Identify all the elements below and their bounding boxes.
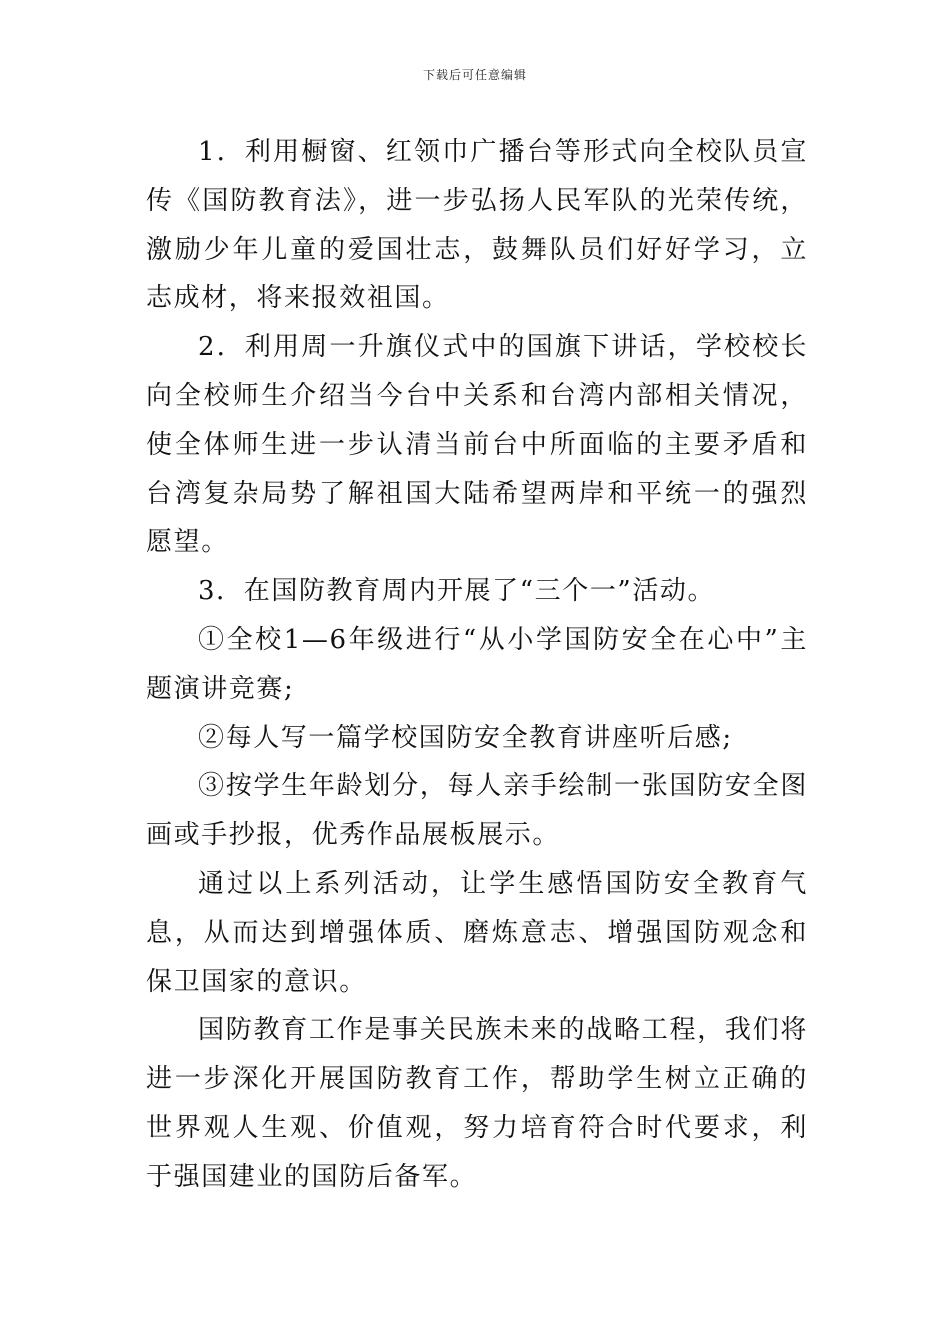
paragraph-summary: 通过以上系列活动，让学生感悟国防安全教育气息，从而达到增强体质、磨炼意志、增强国防观念和保卫国家的意识。 [146, 868, 808, 997]
paragraph-conclusion: 国防教育工作是事关民族未来的战略工程，我们将进一步深化开展国防教育工作，帮助学生树立正确的世界观人生观、价值观，努力培育符合时代要求，利于强国建业的国防后备军。 [146, 1015, 808, 1192]
paragraph-item-1: 1．利用橱窗、红领巾广播台等形式向全校队员宣传《国防教育法》，进一步弘扬人民军队的光荣传统，激励少年儿童的爱国壮志，鼓舞队员们好好学习，立志成材，将来报效祖国。 [146, 137, 808, 314]
paragraph-item-2: 2．利用周一升旗仪式中的国旗下讲话，学校校长向全校师生介绍当今台中关系和台湾内部相关情况，使全体师生进一步认清当前台中所面临的主要矛盾和台湾复杂局势了解祖国大陆希望两岸和平统一的强烈愿望。 [146, 332, 808, 558]
paragraph-item-3: 3．在国防教育周内开展了“三个一”活动。 [198, 576, 716, 607]
page-header-note: 下载后可任意编辑 [422, 68, 527, 82]
document-body [146, 128, 808, 1202]
paragraph-activity-1: ①全校1—6年级进行“从小学国防安全在心中”主题演讲竞赛; [146, 624, 808, 704]
paragraph-activity-3: ③按学生年龄划分，每人亲手绘制一张国防安全图画或手抄报，优秀作品展板展示。 [146, 771, 808, 851]
paragraph-activity-2: ②每人写一篇学校国防安全教育讲座听后感; [198, 722, 733, 753]
